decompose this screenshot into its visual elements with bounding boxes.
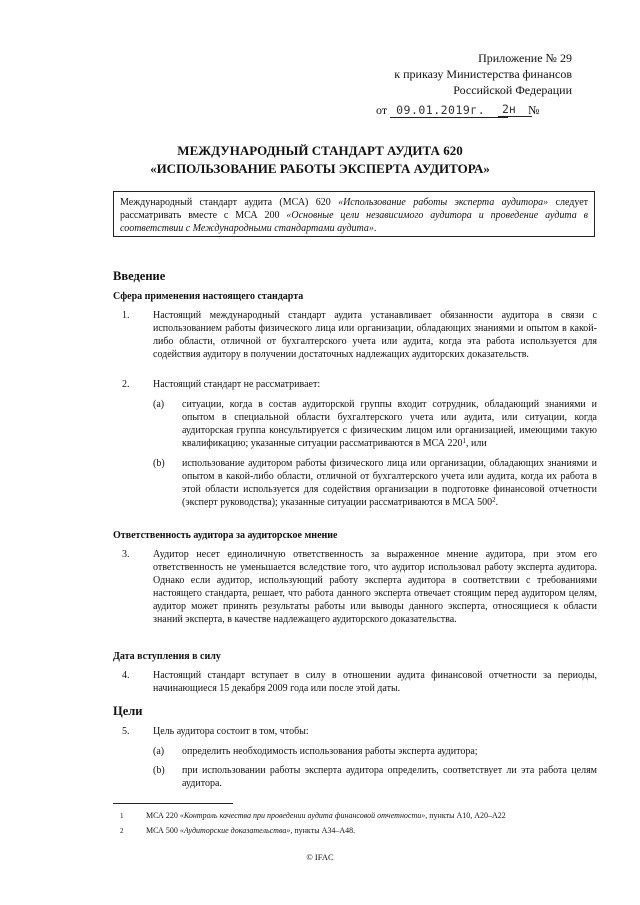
intro-box [113,191,595,237]
box-text: следует рассматривать вместе с МСА 200 [120,197,589,221]
order-line [376,103,540,118]
footnote-1 [146,811,596,820]
box-italic: «Основные цели независимого аудитора и проведение аудита в соответствии с Международными стандартами аудита» [120,210,589,234]
order-date: 09.01.2019г. [390,103,508,118]
appendix-line: к приказу Министерства финансов [394,67,572,81]
item-text: ситуации, когда в состав аудиторской группы входит сотрудник, обладающий знаниями и опытом в специальной области бухгалтерского учета или аудита, или ситуации, когда аудиторская группа консультируется с физическим лицом или организацией, имеющими такую квалификацию; указанные ситуации рассматриваются в МСА 220 [182,399,597,449]
paragraph-2: Настоящий стандарт не рассматривает: [153,379,321,390]
paragraph-5: Цель аудитора состоит в том, чтобы: [153,726,309,737]
page-footer: © IFAC [306,852,334,862]
appendix-line: Приложение № 29 [478,51,572,65]
subheading-responsibility: Ответственность аудитора за аудиторское мнение [113,530,338,541]
footnote-text: МСА 500 [146,826,180,835]
appendix-line: Российской Федерации [453,83,572,97]
footnote-text: , пункты А10, А20–А22 [425,811,506,820]
section-heading-goals: Цели [113,704,143,718]
item-label: (а) [153,399,165,410]
item-label: (b) [153,458,165,469]
item-text: , или [466,438,487,449]
paragraph-number: 3. [122,549,130,560]
paragraph-2b [182,457,597,509]
box-text: Международный стандарт аудита (МСА) 620 [120,197,339,208]
subheading-scope: Сфера применения настоящего стандарта [113,291,304,302]
section-heading-introduction: Введение [113,269,166,283]
paragraph-3: Аудитор несет единоличную ответственность за выраженное мнение аудитора, при этом его ответственность не уменьшается вследствие того, что аудитор использовал работу эксперта аудитора. Однако если аудитор, использующий работу эксперта аудитора в соответствии с требованиями настоящего стандарта, решает, что работа данного эксперта отвечает стоящим перед аудитором целям, аудитор может принять результаты работы или выводы данного эксперта, относящиеся к области знаний эксперта, в качестве надлежащего аудиторского доказательства. [153,549,597,625]
item-label: (b) [153,765,165,776]
footnote-italic: «Контроль качества при проведении аудита финансовой отчетности» [179,811,426,820]
paragraph-1: Настоящий международный стандарт аудита устанавливает обязанности аудитора в связи с использованием работы физического лица или организации, обладающих знаниями и опытом в какой-либо области, отличной от бухгалтерского учета или аудита, когда эта работа используется для содействия аудитору в получении достаточных надлежащих аудиторских доказательств. [153,310,597,360]
footnote-text: , пункты А34–А48. [290,826,356,835]
footnote-number: 2 [120,827,124,835]
subheading-effective-date: Дата вступления в силу [113,651,221,662]
box-italic: «Использование работы эксперта аудитора» [338,197,549,208]
order-number-label: № [528,103,540,117]
footnote-text: МСА 220 [146,811,180,820]
footnote-italic: «Аудиторские доказательства» [179,826,291,835]
paragraph-number: 4. [122,670,130,681]
document-subtitle: «ИСПОЛЬЗОВАНИЕ РАБОТЫ ЭКСПЕРТА АУДИТОРА» [150,161,490,176]
paragraph-number: 5. [122,726,130,737]
footnote-number: 1 [120,812,124,820]
footnote-ref: 1 [462,437,467,445]
item-text: . [495,497,499,508]
paragraph-5a: определить необходимость использования работы эксперта аудитора; [182,746,478,757]
footnote-ref: 2 [492,496,496,504]
footnote-2 [146,826,596,835]
item-label: (а) [153,746,165,757]
paragraph-4: Настоящий стандарт вступает в силу в отношении аудита финансовой отчетности за периоды, начинающиеся 15 декабря 2009 года или после этой даты. [153,670,597,694]
order-number: 2н [498,103,532,117]
box-text: . [373,223,377,234]
appendix-block [332,50,572,98]
paragraph-5b: при использовании работы эксперта аудитора определить, соответствует ли эта работа целям аудитора. [182,765,597,789]
order-from-label: от [376,103,388,117]
paragraph-number: 2. [122,379,130,390]
document-title: МЕЖДУНАРОДНЫЙ СТАНДАРТ АУДИТА 620 [177,143,463,158]
paragraph-2a [182,398,597,450]
item-text: использование аудитором работы физического лица или организации, обладающих знаниями и опытом в какой-либо области, отличной от бухгалтерского учета или аудита, когда их работа в этой области используется для содействия организации в подготовке финансовой отчетности (эксперт руководства); указанные ситуации рассматриваются в МСА 500 [182,458,597,508]
paragraph-number: 1. [122,310,130,321]
footnote-divider [113,803,233,804]
